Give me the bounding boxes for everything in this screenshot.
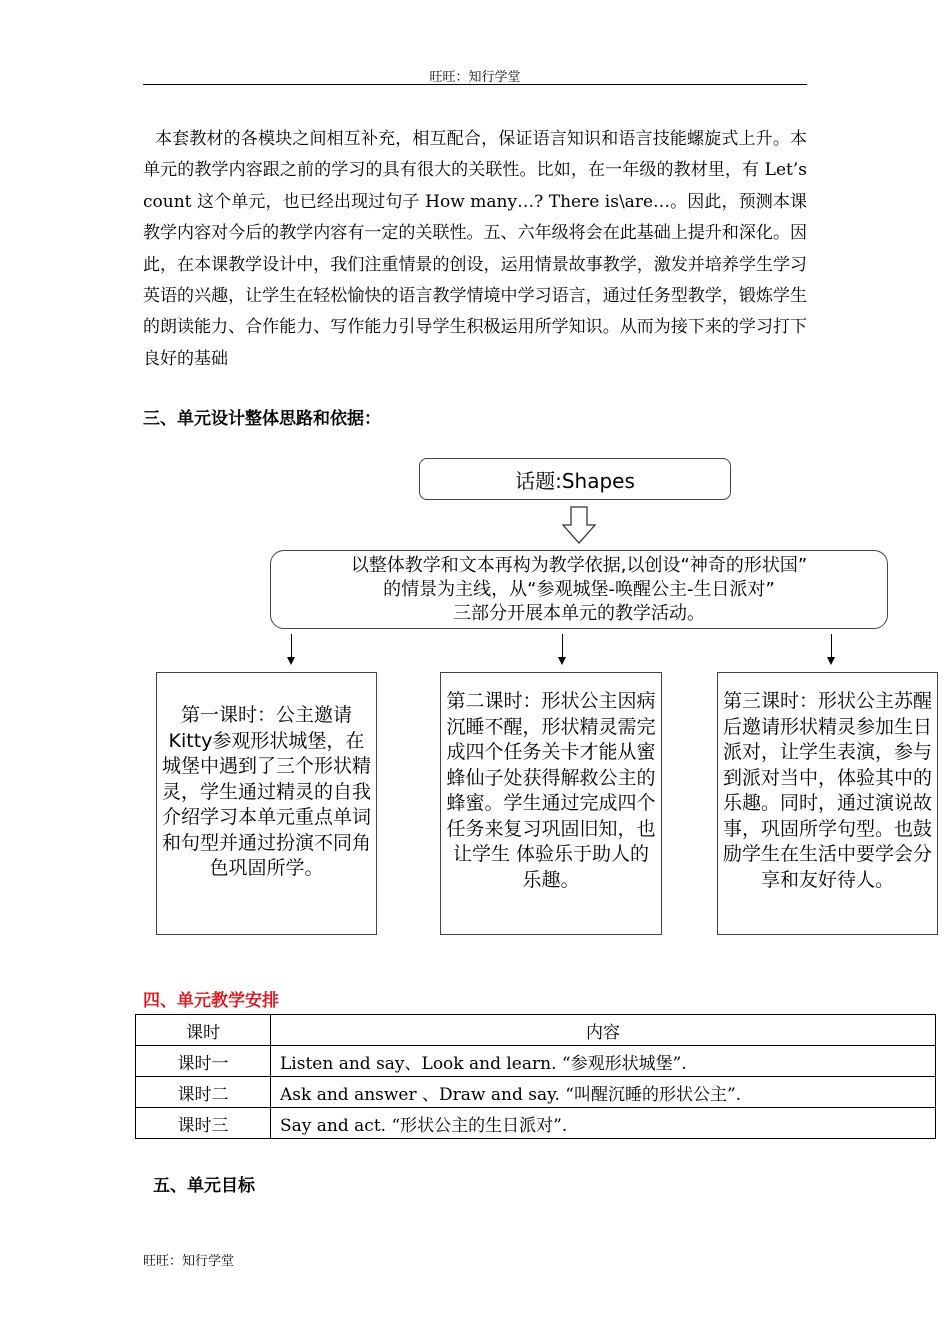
main-idea-line-1: 以整体教学和文本再构为教学依据,以创设“神奇的形状国” <box>350 555 808 576</box>
table-row <box>136 1077 936 1108</box>
table-cell-content: Ask and answer 、Draw and say. “叫醒沉睡的形状公主”. <box>271 1077 936 1108</box>
section-5-title: 五、单元目标 <box>153 1176 255 1196</box>
main-idea-box <box>270 550 888 629</box>
table-row <box>136 1108 936 1139</box>
teaching-arrangement-table <box>135 1014 936 1139</box>
arrow-lesson-2-head <box>558 657 566 665</box>
lesson-3-box <box>717 672 938 935</box>
main-idea-line-3: 三部分开展本单元的教学活动。 <box>453 603 705 624</box>
table-header-row <box>136 1015 936 1046</box>
table-cell-content: Listen and say、Look and learn. “参观形状城堡”. <box>271 1046 936 1077</box>
page-footer: 旺旺：知行学堂 <box>143 1254 235 1269</box>
main-idea-line-2: 的情景为主线，从“参观城堡-唤醒公主-生日派对” <box>383 579 775 600</box>
lesson-2-box <box>440 672 662 935</box>
lesson-1-box <box>156 672 377 935</box>
table-cell-lesson: 课时一 <box>136 1046 271 1077</box>
arrow-lesson-3-head <box>827 657 835 665</box>
hollow-down-arrow <box>559 505 599 545</box>
arrow-lesson-2-line <box>562 634 563 658</box>
page-header: 旺旺：知行学堂 <box>429 70 521 85</box>
arrow-lesson-1-line <box>291 634 292 658</box>
table-cell-lesson: 课时二 <box>136 1077 271 1108</box>
lesson-2-text: 第二课时：形状公主因病沉睡不醒，形状精灵需完成四个任务关卡才能从蜜蜂仙子处获得解救公主的蜂蜜。学生通过完成四个任务来复习巩固旧知，也让学生 体验乐于助人的乐趣。 <box>446 690 656 891</box>
table-header-cell: 内容 <box>271 1015 936 1046</box>
intro-paragraph: 本套教材的各模块之间相互补充，相互配合，保证语言知识和语言技能螺旋式上升。本单元的教学内容跟之前的学习的具有很大的关联性。比如，在一年级的教材里，有 Let’s count 这个单元，也已经出现过句子 How many…? There is\are…。因此，预测本课教学内容对今后的教学内容有一定的关联性。五、六年级将会在此基础上提升和深化。因此，在本课教学设计中，我们注重情景的创设，运用情景故事教学，激发并培养学生学习英语的兴趣，让学生在轻松愉快的语言教学情境中学习语言，通过任务型教学，锻炼学生的朗读能力、合作能力、写作能力引导学生积极运用所学知识。从而为接下来的学习打下良好的基础 <box>143 129 807 369</box>
table-cell-lesson: 课时三 <box>136 1108 271 1139</box>
table-header-cell: 课时 <box>136 1015 271 1046</box>
table-cell-content: Say and act. “形状公主的生日派对”. <box>271 1108 936 1139</box>
section-4-title: 四、单元教学安排 <box>143 991 279 1011</box>
hollow-arrow-shape <box>563 507 595 543</box>
section-3-title: 三、单元设计整体思路和依据： <box>143 409 381 429</box>
table-row <box>136 1046 936 1077</box>
lesson-3-text: 第三课时：形状公主苏醒后邀请形状精灵参加生日派对，让学生表演，参与到派对当中，体验其中的乐趣。同时，通过演说故事，巩固所学句型。也鼓励学生在生活中要学会分享和友好待人。 <box>722 690 932 891</box>
topic-box: 话题:Shapes <box>419 458 731 500</box>
arrow-lesson-1-head <box>287 657 295 665</box>
lesson-1-text: 第一课时：公主邀请Kitty参观形状城堡，在城堡中遇到了三个形状精灵，学生通过精灵的自我介绍学习本单元重点单词和句型并通过扮演不同角色巩固所学。 <box>161 704 371 879</box>
arrow-lesson-3-line <box>831 634 832 658</box>
header-divider <box>143 84 807 85</box>
